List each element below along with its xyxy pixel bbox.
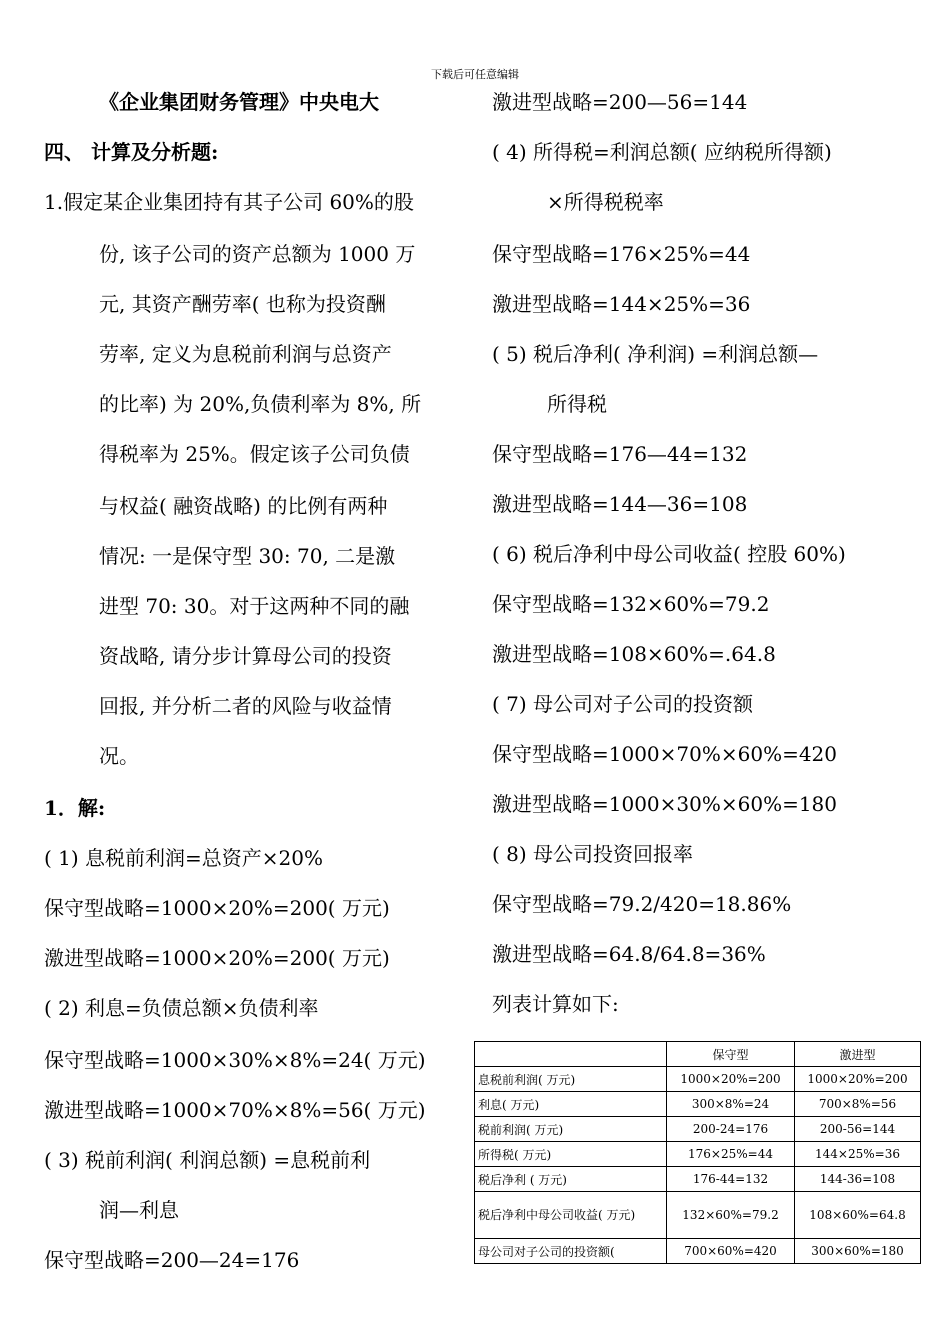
left-text-line: 激进型战略=1000×20%=200( 万元)	[44, 946, 390, 970]
table-cell: 息税前利润( 万元)	[475, 1067, 667, 1092]
table-cell: 144×25%=36	[795, 1142, 921, 1167]
left-text-line: 《企业集团财务管理》中央电大	[99, 90, 379, 114]
left-text-line: 回报, 并分析二者的风险与收益情	[99, 694, 392, 718]
left-text-line: ( 3) 税前利润( 利润总额) =息税前利	[44, 1148, 371, 1172]
table-cell: 税后净利 ( 万元)	[475, 1167, 667, 1192]
left-text-line: 的比率) 为 20%,负债利率为 8%, 所	[99, 392, 422, 416]
right-text-line: ×所得税税率	[547, 190, 664, 214]
left-text-line: 劳率, 定义为息税前利润与总资产	[99, 342, 392, 366]
table-cell: 利息( 万元)	[475, 1092, 667, 1117]
right-text-line: 激进型战略=64.8/64.8=36%	[492, 942, 766, 966]
left-text-line: 激进型战略=1000×70%×8%=56( 万元)	[44, 1098, 426, 1122]
left-text-line: 份, 该子公司的资产总额为 1000 万	[99, 242, 416, 266]
left-text-line: 1．解:	[44, 796, 106, 820]
right-text-line: 激进型战略=1000×30%×60%=180	[492, 792, 838, 816]
table-cell: 300×60%=180	[795, 1239, 921, 1264]
table-header-cell: 保守型	[667, 1042, 795, 1067]
table-row	[475, 1192, 921, 1239]
table-cell: 1000×20%=200	[795, 1067, 921, 1092]
summary-table	[474, 1041, 921, 1264]
right-text-line: 保守型战略=132×60%=79.2	[492, 592, 770, 616]
table-cell: 200-56=144	[795, 1117, 921, 1142]
table-row	[475, 1092, 921, 1117]
right-text-line: ( 4) 所得税=利润总额( 应纳税所得额)	[492, 140, 832, 164]
table-cell: 母公司对子公司的投资额(	[475, 1239, 667, 1264]
right-text-line: ( 6) 税后净利中母公司收益( 控股 60%)	[492, 542, 846, 566]
left-text-line: 四、 计算及分析题:	[44, 140, 219, 164]
right-text-line: 保守型战略=79.2/420=18.86%	[492, 892, 792, 916]
right-text-line: ( 8) 母公司投资回报率	[492, 842, 694, 866]
table-cell: 144-36=108	[795, 1167, 921, 1192]
left-text-line: 资战略, 请分步计算母公司的投资	[99, 644, 392, 668]
left-text-line: 润—利息	[99, 1198, 179, 1222]
table-cell: 132×60%=79.2	[667, 1192, 795, 1239]
header-note: 下载后可任意编辑	[431, 68, 519, 81]
table-row	[475, 1142, 921, 1167]
right-text-line: 激进型战略=144×25%=36	[492, 292, 751, 316]
left-text-line: 1.假定某企业集团持有其子公司 60%的股	[44, 190, 414, 214]
table-cell: 所得税( 万元)	[475, 1142, 667, 1167]
right-text-line: 激进型战略=108×60%=.64.8	[492, 642, 776, 666]
left-text-line: 元, 其资产酬劳率( 也称为投资酬	[99, 292, 386, 316]
right-text-line: 激进型战略=144—36=108	[492, 492, 748, 516]
table-cell: 700×60%=420	[667, 1239, 795, 1264]
left-text-line: 保守型战略=1000×30%×8%=24( 万元)	[44, 1048, 426, 1072]
left-text-line: 得税率为 25%。假定该子公司负债	[99, 442, 410, 466]
right-text-line: ( 5) 税后净利( 净利润) =利润总额—	[492, 342, 819, 366]
table-cell: 108×60%=64.8	[795, 1192, 921, 1239]
table-cell: 176×25%=44	[667, 1142, 795, 1167]
right-text-line: 保守型战略=176—44=132	[492, 442, 748, 466]
table-cell: 300×8%=24	[667, 1092, 795, 1117]
table-cell: 税前利润( 万元)	[475, 1117, 667, 1142]
table-cell: 700×8%=56	[795, 1092, 921, 1117]
right-text-line: 保守型战略=1000×70%×60%=420	[492, 742, 838, 766]
right-text-line: 列表计算如下:	[492, 992, 619, 1016]
left-text-line: ( 2) 利息=负债总额×负债利率	[44, 996, 319, 1020]
right-text-line: 激进型战略=200—56=144	[492, 90, 748, 114]
table-row	[475, 1167, 921, 1192]
left-text-line: 况。	[99, 744, 139, 768]
right-text-line: 所得税	[547, 392, 607, 416]
table-row	[475, 1067, 921, 1092]
left-text-line: 进型 70: 30。对于这两种不同的融	[99, 594, 410, 618]
left-text-line: 与权益( 融资战略) 的比例有两种	[99, 494, 388, 518]
table-header-cell	[475, 1042, 667, 1067]
table-row	[475, 1117, 921, 1142]
left-text-line: 保守型战略=1000×20%=200( 万元)	[44, 896, 390, 920]
left-text-line: 保守型战略=200—24=176	[44, 1248, 300, 1272]
table-cell: 176-44=132	[667, 1167, 795, 1192]
left-text-line: ( 1) 息税前利润=总资产×20%	[44, 846, 324, 870]
table-header-cell: 激进型	[795, 1042, 921, 1067]
table-cell: 1000×20%=200	[667, 1067, 795, 1092]
table-cell: 税后净利中母公司收益( 万元)	[475, 1192, 667, 1239]
table-cell: 200-24=176	[667, 1117, 795, 1142]
left-text-line: 情况: 一是保守型 30: 70, 二是激	[99, 544, 396, 568]
right-text-line: ( 7) 母公司对子公司的投资额	[492, 692, 754, 716]
table-header-row	[475, 1042, 921, 1067]
table-row	[475, 1239, 921, 1264]
right-text-line: 保守型战略=176×25%=44	[492, 242, 751, 266]
